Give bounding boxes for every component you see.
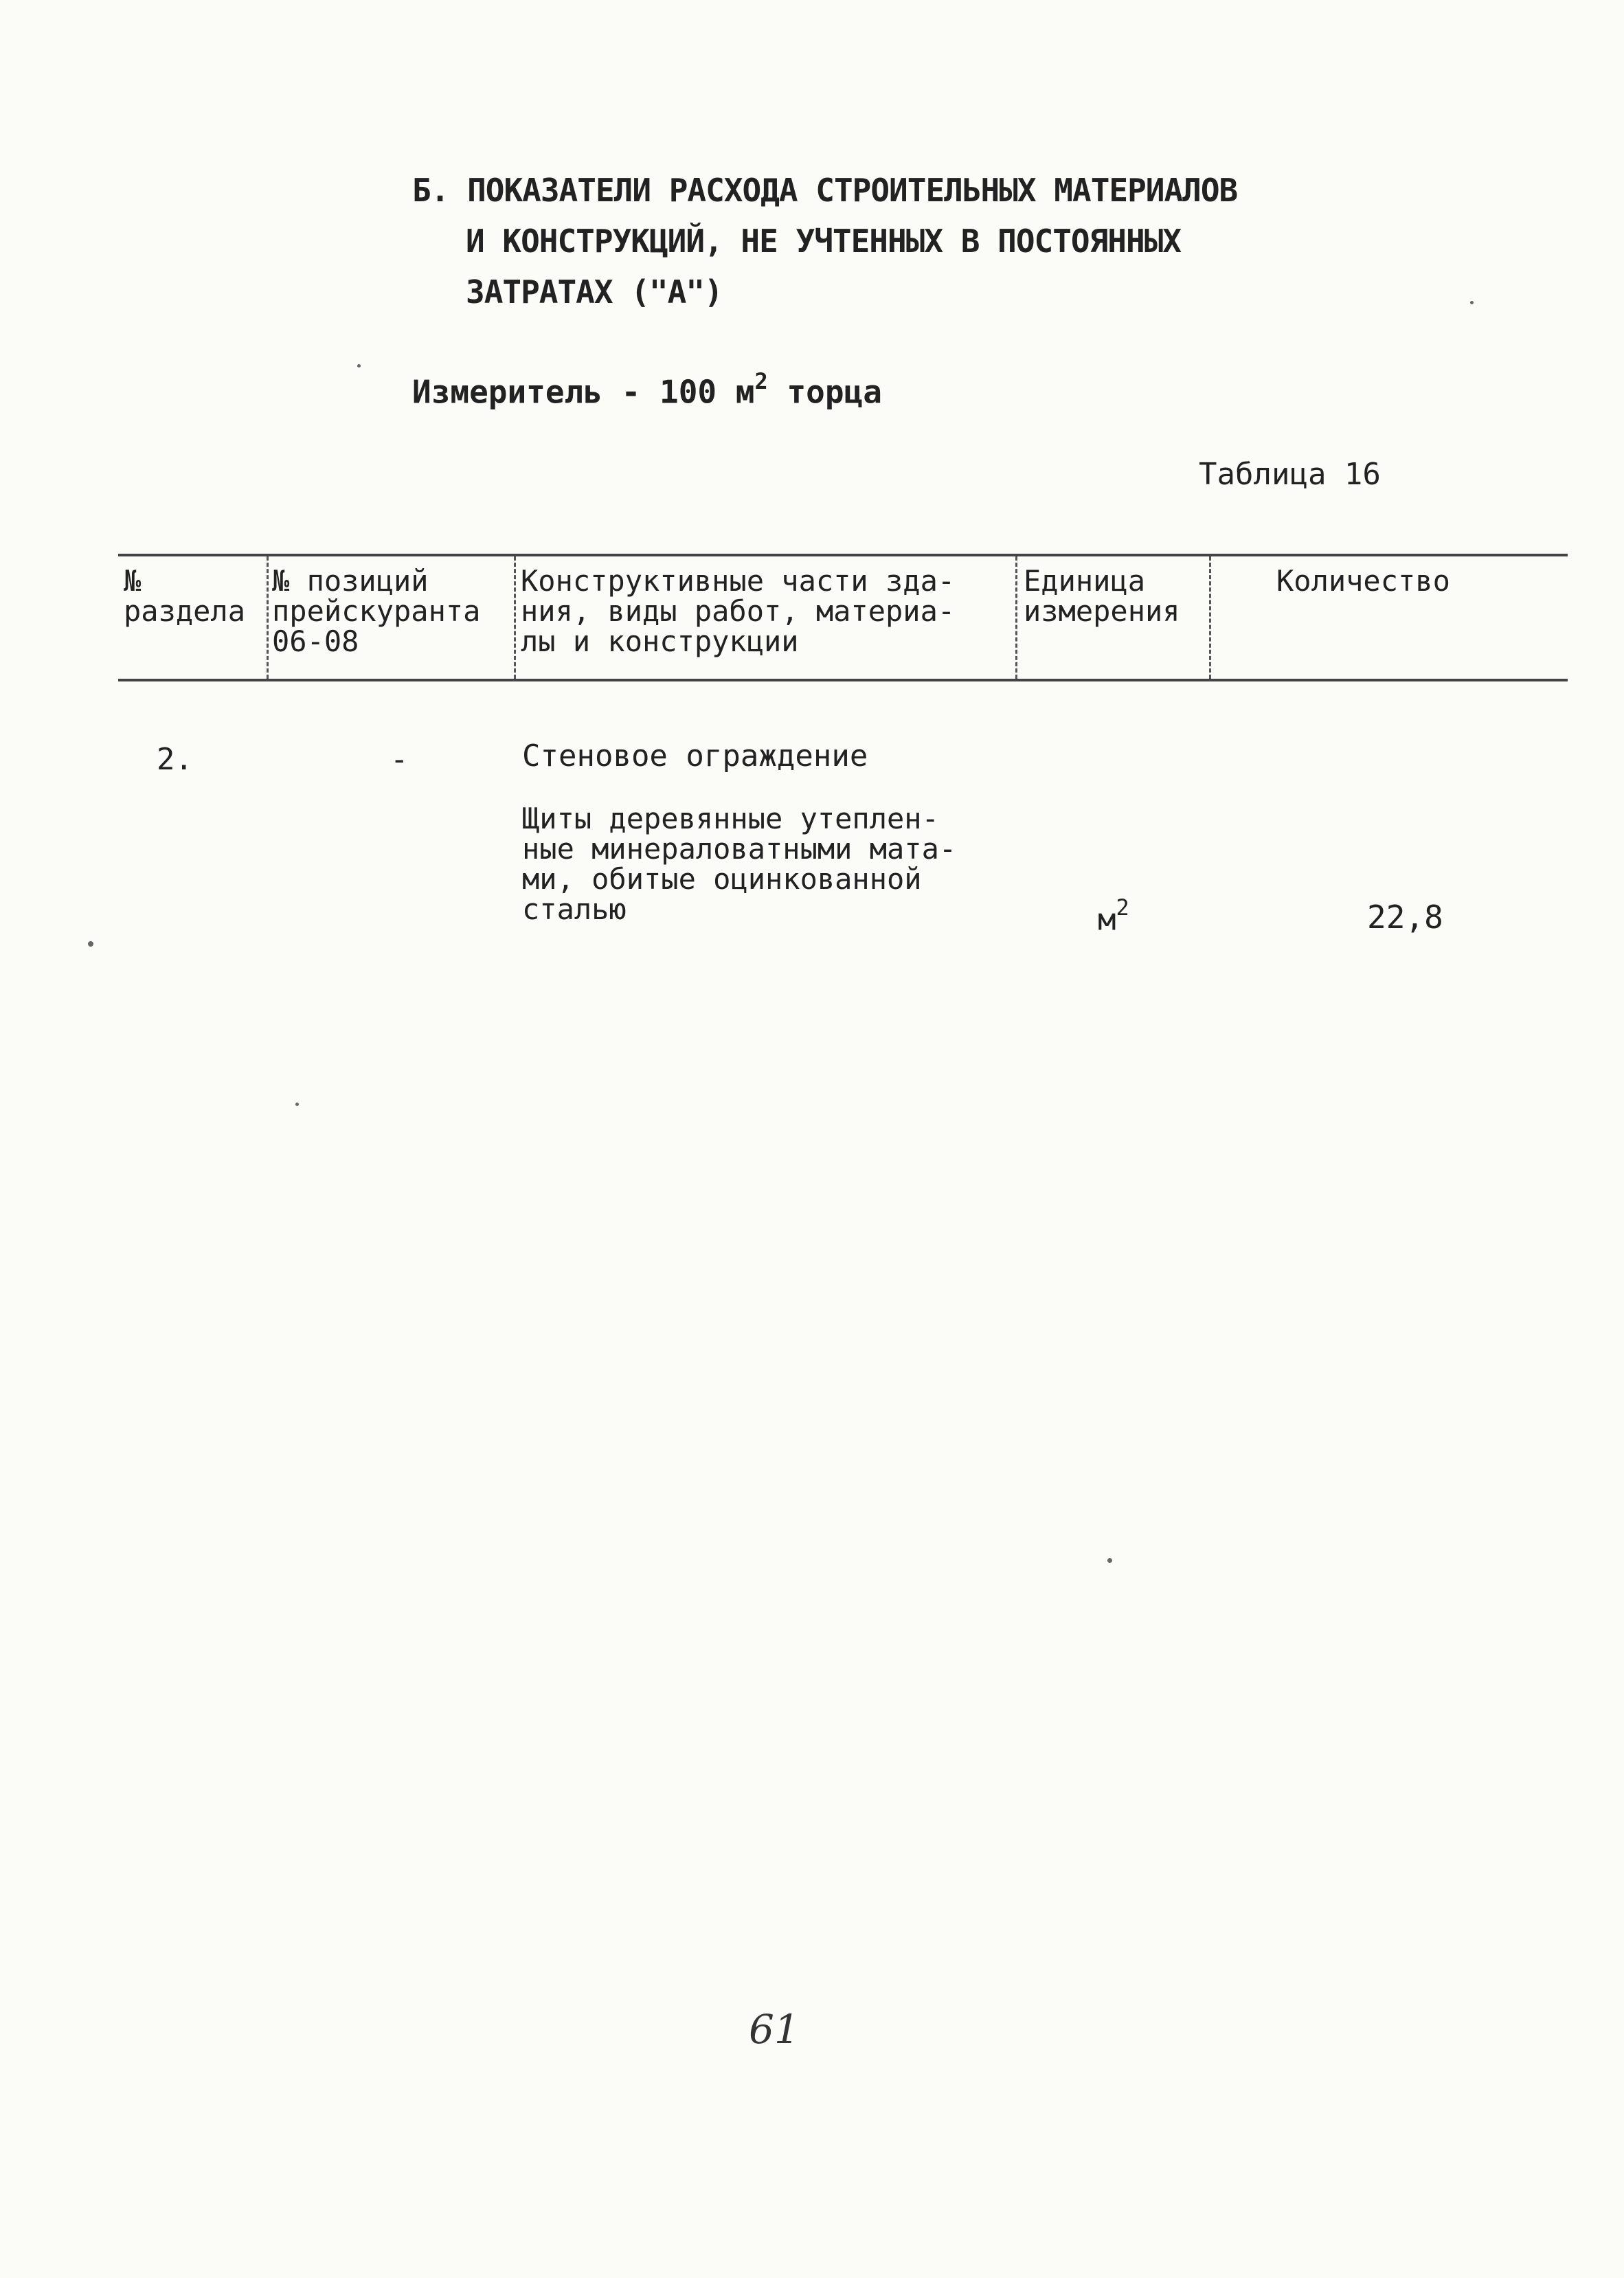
row-section-number: 2. xyxy=(157,742,193,777)
table-bottom-rule xyxy=(118,679,1568,681)
row-heading: Стеновое ограждение xyxy=(522,738,868,774)
row-description: Щиты деревянные утеплен- ные минераловатными мата- ми, обитые оцинкованной сталью xyxy=(522,802,957,926)
page-number: 61 xyxy=(749,2006,800,2053)
header-quantity: Количество xyxy=(1276,564,1450,598)
measure-suffix: торца xyxy=(767,373,882,411)
header-unit: Единица измерения xyxy=(1024,564,1180,628)
measure-exponent: 2 xyxy=(754,368,768,394)
column-divider xyxy=(1015,556,1017,679)
section-title-line-2: И КОНСТРУКЦИЙ, НЕ УЧТЕННЫХ В ПОСТОЯННЫХ xyxy=(466,223,1182,260)
section-title-line-1: Б. ПОКАЗАТЕЛИ РАСХОДА СТРОИТЕЛЬНЫХ МАТЕРИАЛОВ xyxy=(412,172,1238,209)
scan-speck xyxy=(88,941,93,947)
table-top-rule xyxy=(118,554,1568,556)
scan-speck xyxy=(295,1103,299,1106)
scan-speck xyxy=(357,364,361,368)
row-quantity: 22,8 xyxy=(1367,899,1443,936)
header-price-list-position: № позиций прейскуранта 06-08 xyxy=(272,564,481,658)
scan-speck xyxy=(1107,1558,1112,1563)
section-title-line-3: ЗАТРАТАХ ("А") xyxy=(466,273,723,311)
table-label: Таблица 16 xyxy=(1199,457,1381,492)
column-divider xyxy=(1209,556,1211,679)
row-position: - xyxy=(390,742,409,777)
section-title xyxy=(412,165,1237,317)
column-divider xyxy=(514,556,516,679)
measure-unit-line xyxy=(412,368,882,411)
scan-speck xyxy=(1470,301,1474,304)
column-divider xyxy=(267,556,269,679)
row-unit: $м^2$ xyxy=(1098,894,1129,938)
header-construction-parts: Конструктивные части зда- ния, виды работ, материа- лы и конструкции xyxy=(521,564,956,658)
header-section-number: № раздела xyxy=(124,564,246,628)
measure-prefix: Измеритель - 100 м xyxy=(412,373,755,411)
